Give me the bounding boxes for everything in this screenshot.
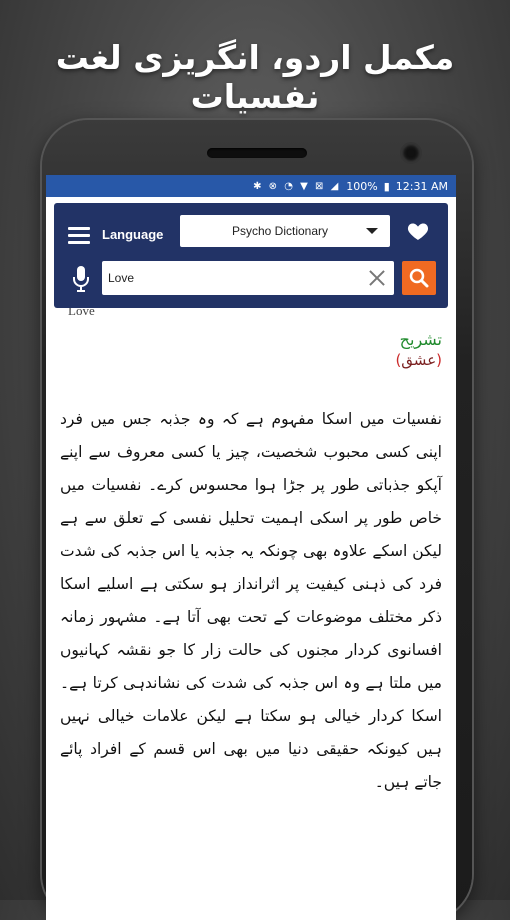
search-input[interactable]	[102, 270, 368, 286]
search-field	[102, 261, 394, 295]
entry-word-cropped: Love	[68, 308, 95, 318]
phone-screen	[46, 175, 456, 920]
word-text: عشق	[401, 351, 437, 369]
favorite-heart-icon[interactable]	[406, 219, 430, 243]
search-button[interactable]	[402, 261, 436, 295]
definition-paragraph: نفسیات میں اسکا مفہوم ہے کہ وہ جذبہ جس میں فرد اپنی کسی محبوب شخصیت، چیز یا کسی معروف سے اپنے آپکو جذباتی طور پر جڑا ہوا محسوس کرے۔ نفسیات میں خاص طور پر اسکی اہمیت تحلیل نفسی کے تعلق سے ہے لیکن اسکے علاوہ بھی چونکہ یہ جذبہ یا اس جذبہ کی شدت فرد کی ذہنی کیفیت پر اثرانداز ہو سکتی ہے اسلیے اسکا ذکر مختلف موضوعات کے تحت بھی آتا ہے۔ مشہور زمانہ افسانوی کردار مجنوں کی حالت زار کا جو نقشہ کہانیوں میں ملتا ہے وہ اس جذبہ کی شدت کی نشاندہی کرتا ہے۔ اسکا کردار خیالی ہو سکتا ہے لیکن علامات خیالی نہیں ہیں کیونکہ حقیقی دنیا میں بھی اس قسم کے افراد پائے جاتے ہیں۔	[60, 410, 442, 791]
battery-icon: ▮	[383, 179, 390, 193]
menu-icon[interactable]	[68, 227, 90, 245]
chevron-down-icon	[366, 228, 378, 234]
microphone-icon[interactable]	[72, 265, 90, 293]
dictionary-select[interactable]	[180, 215, 390, 247]
clear-icon[interactable]	[368, 269, 386, 287]
app-toolbar	[54, 203, 448, 308]
word-paren-open: (	[436, 351, 442, 369]
promo-banner-title: مکمل اردو، انگریزی لغت نفسیات	[55, 38, 455, 116]
search-icon	[409, 268, 429, 288]
clock: 12:31 AM	[395, 179, 448, 193]
status-icons: ✱ ⊗ ◔ ▼ ⊠ ◢	[253, 180, 341, 192]
earpiece-speaker	[207, 148, 307, 158]
entry-word-urdu	[60, 351, 442, 369]
language-label: Language	[102, 227, 164, 242]
battery-level: 100%	[346, 179, 378, 193]
word-paren-close: )	[395, 351, 402, 369]
status-bar	[46, 175, 456, 197]
phone-frame	[42, 120, 472, 920]
section-heading: تشریح	[399, 330, 442, 349]
definition-content	[46, 308, 456, 799]
front-camera	[402, 144, 420, 162]
dictionary-select-value: Psycho Dictionary	[231, 224, 329, 238]
